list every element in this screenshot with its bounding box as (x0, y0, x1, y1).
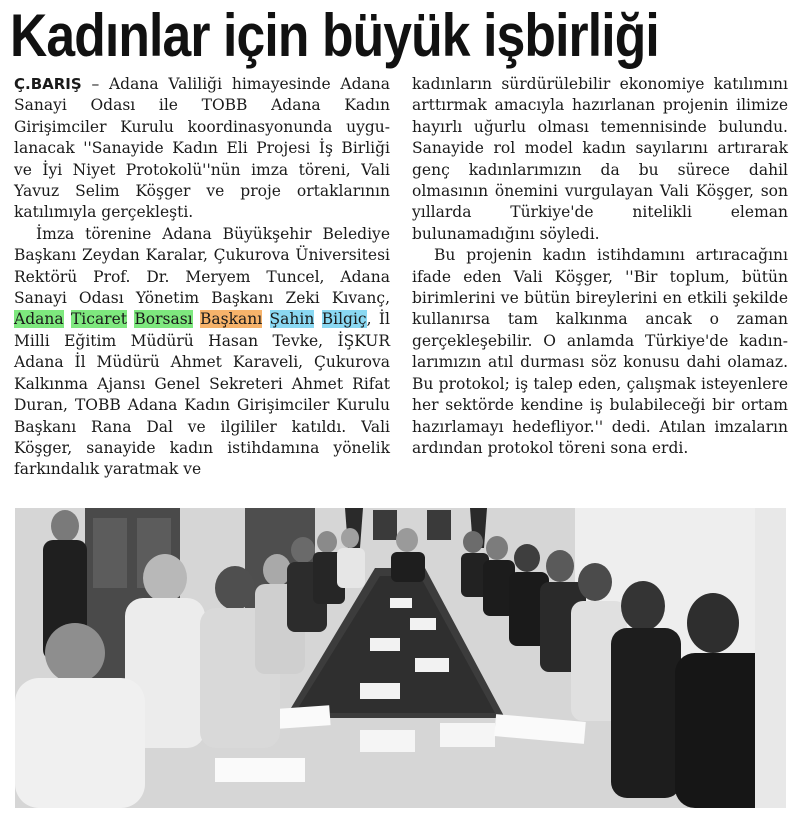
paragraph-attendees (14, 224, 390, 481)
paragraph-quote: Bu projenin kadın istihdamını artıracağını ifade eden Vali Köşger, ''Bir toplum, bütün birimlerini ve bütün bireylerini en etkili şekilde kullanırsa tam kalkınma ancak o zaman gerçekleşebilir. O anlamda Türkiye'de kadınlarımızın atıl durması söz konusu dahi olamaz. Bu protokol; iş talep eden, çalışmak isteyenlere her sektörde kendine iş bulabileceği bir ortam hazırlamayı hedefliyor.'' dedi. Atılan imzaların ardından protokol töreni sona erdi. (412, 246, 788, 457)
highlight-adana: Adana (14, 310, 64, 329)
highlight-baskani: Başkanı (200, 310, 263, 329)
paragraph-governor-remarks: kadınların sürdürülebilir ekonomiye katılımını arttırmak amacıyla hazırlanan projenin ilimize hayırlı uğurlu olması temennisinde bulundu. Sanayide rol model kadın sayılarını artırarak genç kadınlarımızın da bu sürece dahil olmasının önemini vurgulayan Vali Köşger, son yıllarda Türkiye'de nitelikli eleman bulunamadığını söyledi. (412, 75, 788, 243)
highlight-borsasi: Borsası (134, 310, 193, 329)
meeting-photo (15, 508, 786, 808)
headline: Kadınlar için büyük işbirliği (10, 2, 659, 69)
highlight-bilgic: Bilgiç (321, 310, 367, 329)
byline: Ç.BARIŞ (14, 75, 82, 93)
highlight-sahin: Şahin (269, 310, 315, 329)
article-column-right (412, 74, 788, 459)
attendees-text-start: İmza törenine Adana Büyükşehir Belediye Başkanı Zeydan Karalar, Çukurova Üniversitesi Rektörü Prof. Dr. Meryem Tuncel, Adana Sanayi Odası Yönetim Başkanı Zeki Kıvanç, (14, 224, 390, 308)
highlight-ticaret: Ticaret (70, 310, 127, 329)
paragraph-intro (14, 74, 390, 224)
article-column-left (14, 74, 390, 481)
attendees-text-end: , İl Milli Eğitim Müdürü Hasan Tevke, İŞKUR Adana İl Müdürü Ahmet Karaveli, Çukurova Kalkınma Ajansı Genel Sekreteri Ahmet Rifat Duran, TOBB Adana Kadın Girişimciler Kurulu Başkanı Rana Dal ve ilgililer katıldı. Vali Köşger, sanayide kadın istihdamına yönelik farkındalık yaratmak ve (14, 310, 390, 479)
paragraph-intro-text: – Adana Valiliği himayesinde Adana Sanayi Odası ile TOBB Adana Kadın Girişimciler Kurulu koordinasyonunda uygulanacak ''Sanayide Kadın Eli Projesi İş Birliği ve İyi Niyet Protokolü''nün imza töreni, Vali Yavuz Selim Köşger ve proje ortaklarının katılımıyla gerçekleşti. (14, 75, 390, 222)
